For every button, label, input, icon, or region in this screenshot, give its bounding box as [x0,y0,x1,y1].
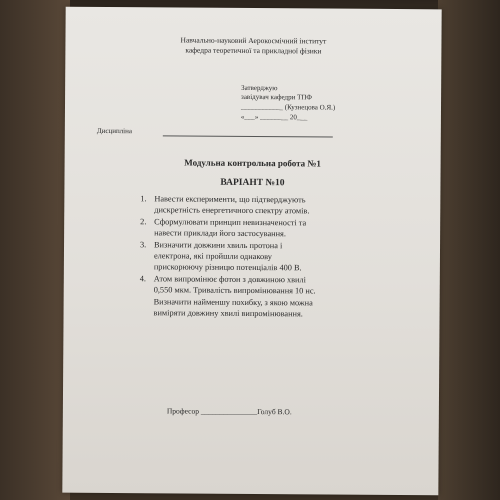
task-number: 2. [140,217,147,227]
professor-signature: Професор _______________Голуб В.О. [166,406,292,417]
task-number: 4. [139,274,147,284]
background-left [0,0,70,500]
task-text: Навести експерименти, що підтверджують дискретність енергетичного спектру атомів. [154,194,310,216]
task-text: Атом випромінює фотон з довжиною хвилі 0,550 мкм. Тривалість випромінювання 10 нс. Визначити найменшу похибку, з якою можна виміряти довжину хвилі випромінювання. [153,274,316,319]
task-item [140,216,370,240]
exam-sheet [62,7,441,496]
department-name: кафедра теоретичної та прикладної фізики [185,45,322,56]
subject-blank-line [163,135,333,137]
approval-head: завідувач кафедри ТПФ [241,92,312,102]
approval-signature: ____________ (Кузнецова О.Я.) [240,102,336,112]
task-number: 1. [140,194,147,204]
task-number: 3. [140,239,147,249]
approval-date: «___» ________ 20___ [240,112,308,122]
approval-title: Затверджую [241,83,278,93]
variant-title: ВАРІАНТ №10 [220,177,285,189]
task-item [140,273,370,320]
subject-label: Дисципліна [96,126,133,136]
task-text: Визначити довжини хвиль протона і електрона, які пройшли однакову прискорюючу різницю потенціалів 400 В. [153,239,302,273]
background-right [438,0,500,500]
task-item [140,239,370,275]
institute-name: Навчально-науковий Аерокосмічний інститут [180,35,327,46]
task-item [140,193,370,217]
exam-title: Модульна контрольна робота №1 [184,157,321,169]
task-text: Сформулювати принцип невизначеності та навести приклади його застосування. [154,217,307,239]
task-list [140,193,371,320]
